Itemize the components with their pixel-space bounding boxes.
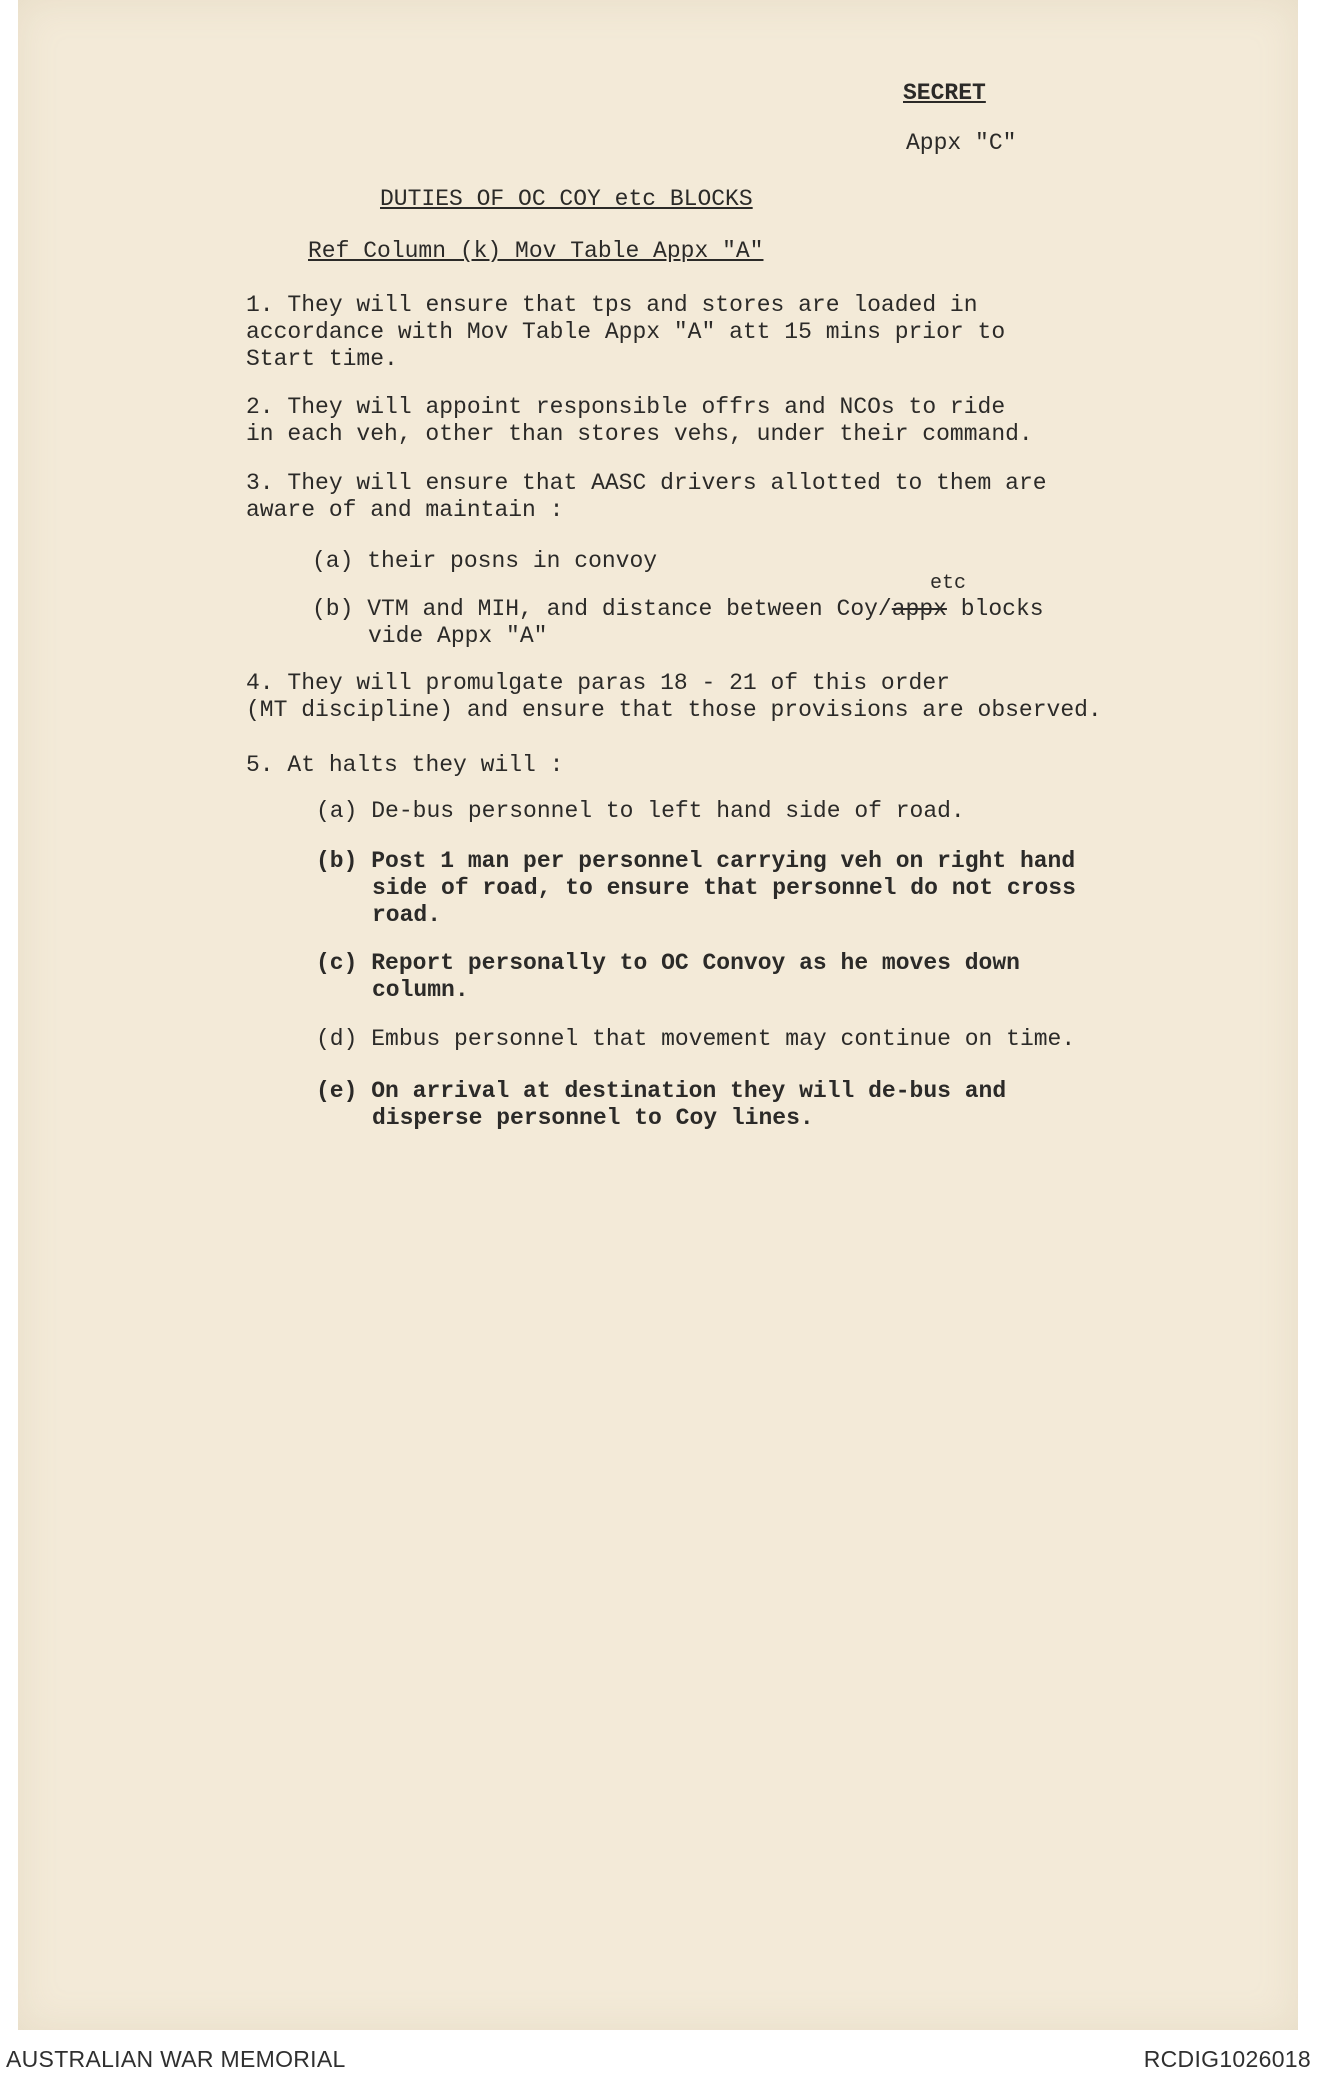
subparagraph-label: (c)	[316, 950, 358, 976]
paragraph-number: 4.	[246, 670, 274, 696]
subparagraph-label: (b)	[312, 596, 354, 622]
subparagraph-label: (a)	[312, 548, 354, 574]
struck-text: appx	[891, 596, 947, 622]
subparagraph-text: Report personally to OC Convoy as he moves down	[371, 950, 1020, 976]
subparagraph-3a	[312, 548, 657, 575]
subparagraph-text: column.	[372, 977, 469, 1003]
paragraph-line: They will appoint responsible offrs and NCOs to ride	[287, 394, 1006, 420]
subparagraph-text: vide Appx "A"	[368, 623, 548, 649]
paragraph-3	[246, 470, 1047, 524]
paragraph-line: Start time.	[246, 346, 398, 372]
paragraph-line: They will promulgate paras 18 - 21 of this order	[287, 670, 950, 696]
subparagraph-label: (a)	[316, 798, 358, 824]
subparagraph-text: their posns in convoy	[367, 548, 658, 574]
subparagraph-5a	[316, 798, 965, 825]
subparagraph-text: side of road, to ensure that personnel do not cross	[372, 875, 1076, 901]
subparagraph-5e	[316, 1078, 1006, 1132]
paragraph-line: At halts they will :	[287, 752, 564, 778]
footer-record-id: RCDIG1026018	[1143, 2046, 1311, 2072]
paragraph-5-intro	[246, 752, 563, 779]
paragraph-number: 2.	[246, 394, 274, 420]
paragraph-number: 1.	[246, 292, 274, 318]
paragraph-line: aware of and maintain :	[246, 497, 564, 523]
subparagraph-text: blocks	[946, 596, 1044, 622]
classification-mark: SECRET	[903, 80, 986, 106]
subparagraph-label: (e)	[316, 1078, 358, 1104]
subparagraph-5d	[316, 1026, 1075, 1053]
subparagraph-text: VTM and MIH, and distance between Coy/	[367, 596, 892, 622]
subparagraph-label: (d)	[316, 1026, 358, 1052]
subparagraph-text: On arrival at destination they will de-bus and	[371, 1078, 1007, 1104]
appendix-label: Appx "C"	[906, 130, 1017, 156]
paragraph-line: They will ensure that AASC drivers allotted to them are	[287, 470, 1047, 496]
paragraph-line: They will ensure that tps and stores are loaded in	[287, 292, 978, 318]
paragraph-line: in each veh, other than stores vehs, under their command.	[246, 421, 1033, 447]
footer-institution: AUSTRALIAN WAR MEMORIAL	[6, 2046, 346, 2072]
paragraph-4	[246, 670, 1102, 724]
paragraph-line: accordance with Mov Table Appx "A" att 15 mins prior to	[246, 319, 1006, 345]
subparagraph-3b	[312, 596, 1044, 650]
paragraph-1	[246, 292, 1005, 373]
subparagraph-5b	[316, 848, 1076, 929]
subparagraph-label: (b)	[316, 848, 358, 874]
document-subtitle: Ref Column (k) Mov Table Appx "A"	[308, 238, 764, 264]
document-title: DUTIES OF OC COY etc BLOCKS	[380, 186, 753, 212]
subparagraph-text: Post 1 man per personnel carrying veh on right hand	[371, 848, 1076, 874]
handwritten-insertion: etc	[930, 572, 967, 595]
subparagraph-text: De-bus personnel to left hand side of road.	[371, 798, 965, 824]
subparagraph-text: Embus personnel that movement may continue on time.	[371, 1026, 1076, 1052]
subparagraph-text: disperse personnel to Coy lines.	[372, 1105, 814, 1131]
paragraph-number: 5.	[246, 752, 274, 778]
paragraph-2	[246, 394, 1033, 448]
document-page	[18, 0, 1298, 2030]
subparagraph-5c	[316, 950, 1020, 1004]
paragraph-line: (MT discipline) and ensure that those provisions are observed.	[246, 697, 1102, 723]
subparagraph-text: road.	[372, 902, 442, 928]
paragraph-number: 3.	[246, 470, 274, 496]
